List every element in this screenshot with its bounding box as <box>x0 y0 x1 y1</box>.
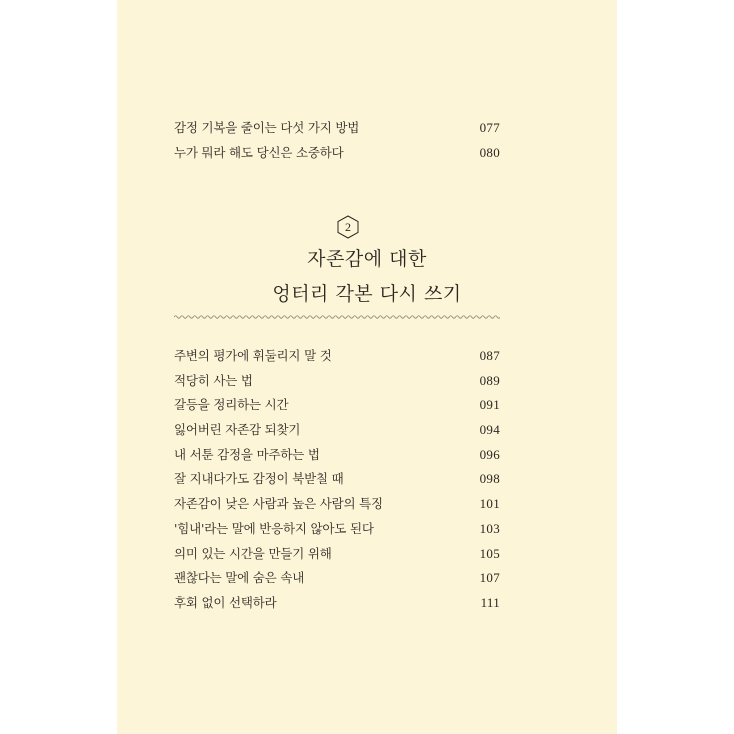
toc-entry <box>174 593 500 618</box>
chapter-number-badge <box>337 215 359 239</box>
toc-entry-page: 101 <box>479 496 500 512</box>
toc-entry <box>174 544 500 569</box>
toc-entry-title: 괜찮다는 말에 숨은 속내 <box>174 570 305 586</box>
toc-entry-title: 감정 기복을 줄이는 다섯 가지 방법 <box>174 120 360 135</box>
toc-entry <box>174 118 500 143</box>
toc-entry <box>174 469 500 494</box>
toc-entry <box>174 519 500 544</box>
toc-entry-page: 111 <box>480 594 500 610</box>
toc-entry <box>174 494 500 519</box>
toc-entry-title: 잘 지내다가도 감정이 북받칠 때 <box>174 471 344 487</box>
toc-entry-page: 096 <box>479 446 500 462</box>
toc-entry-title: 누가 뭐라 해도 당신은 소중하다 <box>174 144 344 160</box>
toc-entry-page: 103 <box>479 520 500 536</box>
toc-entry-page: 087 <box>479 348 500 363</box>
toc-entry-page: 091 <box>479 397 500 413</box>
toc-entry-page: 089 <box>479 372 500 388</box>
toc-entry-title: 갈등을 정리하는 시간 <box>174 397 289 413</box>
toc-entry-page: 077 <box>479 120 500 135</box>
toc-entry-title: 내 서툰 감정을 마주하는 법 <box>174 446 320 462</box>
toc-entry-title: 자존감이 낮은 사람과 높은 사람의 특징 <box>174 496 383 512</box>
toc-entry-page: 094 <box>479 422 500 438</box>
toc-entry <box>174 420 500 445</box>
book-page <box>117 0 617 734</box>
chapter-number: 2 <box>345 220 351 234</box>
toc-entry-title: 주변의 평가에 휘둘리지 말 것 <box>174 348 332 363</box>
toc-entry-title: '힘내'라는 말에 반응하지 않아도 된다 <box>174 520 374 536</box>
toc-entry-page: 105 <box>479 545 500 561</box>
toc-entry <box>174 143 500 168</box>
toc-entry-title: 잃어버린 자존감 되찾기 <box>174 422 301 438</box>
toc-entry-title: 후회 없이 선택하라 <box>174 594 277 610</box>
toc-entry <box>174 371 500 396</box>
toc-entry <box>174 346 500 371</box>
toc-list-top <box>174 118 500 167</box>
toc-entry-page: 080 <box>479 144 500 160</box>
toc-entry-title: 의미 있는 시간을 만들기 위해 <box>174 545 332 561</box>
toc-list-chapter-2 <box>174 346 500 618</box>
chapter-title-line-2: 엉터리 각본 다시 쓰기 <box>272 283 462 305</box>
toc-entry-title: 적당히 사는 법 <box>174 372 253 388</box>
toc-entry <box>174 445 500 470</box>
toc-entry <box>174 395 500 420</box>
toc-entry-page: 098 <box>479 471 500 487</box>
wavy-line-icon <box>174 313 500 321</box>
toc-entry-page: 107 <box>479 570 500 586</box>
chapter-title-line-1: 자존감에 대한 <box>307 248 427 270</box>
toc-entry <box>174 568 500 593</box>
